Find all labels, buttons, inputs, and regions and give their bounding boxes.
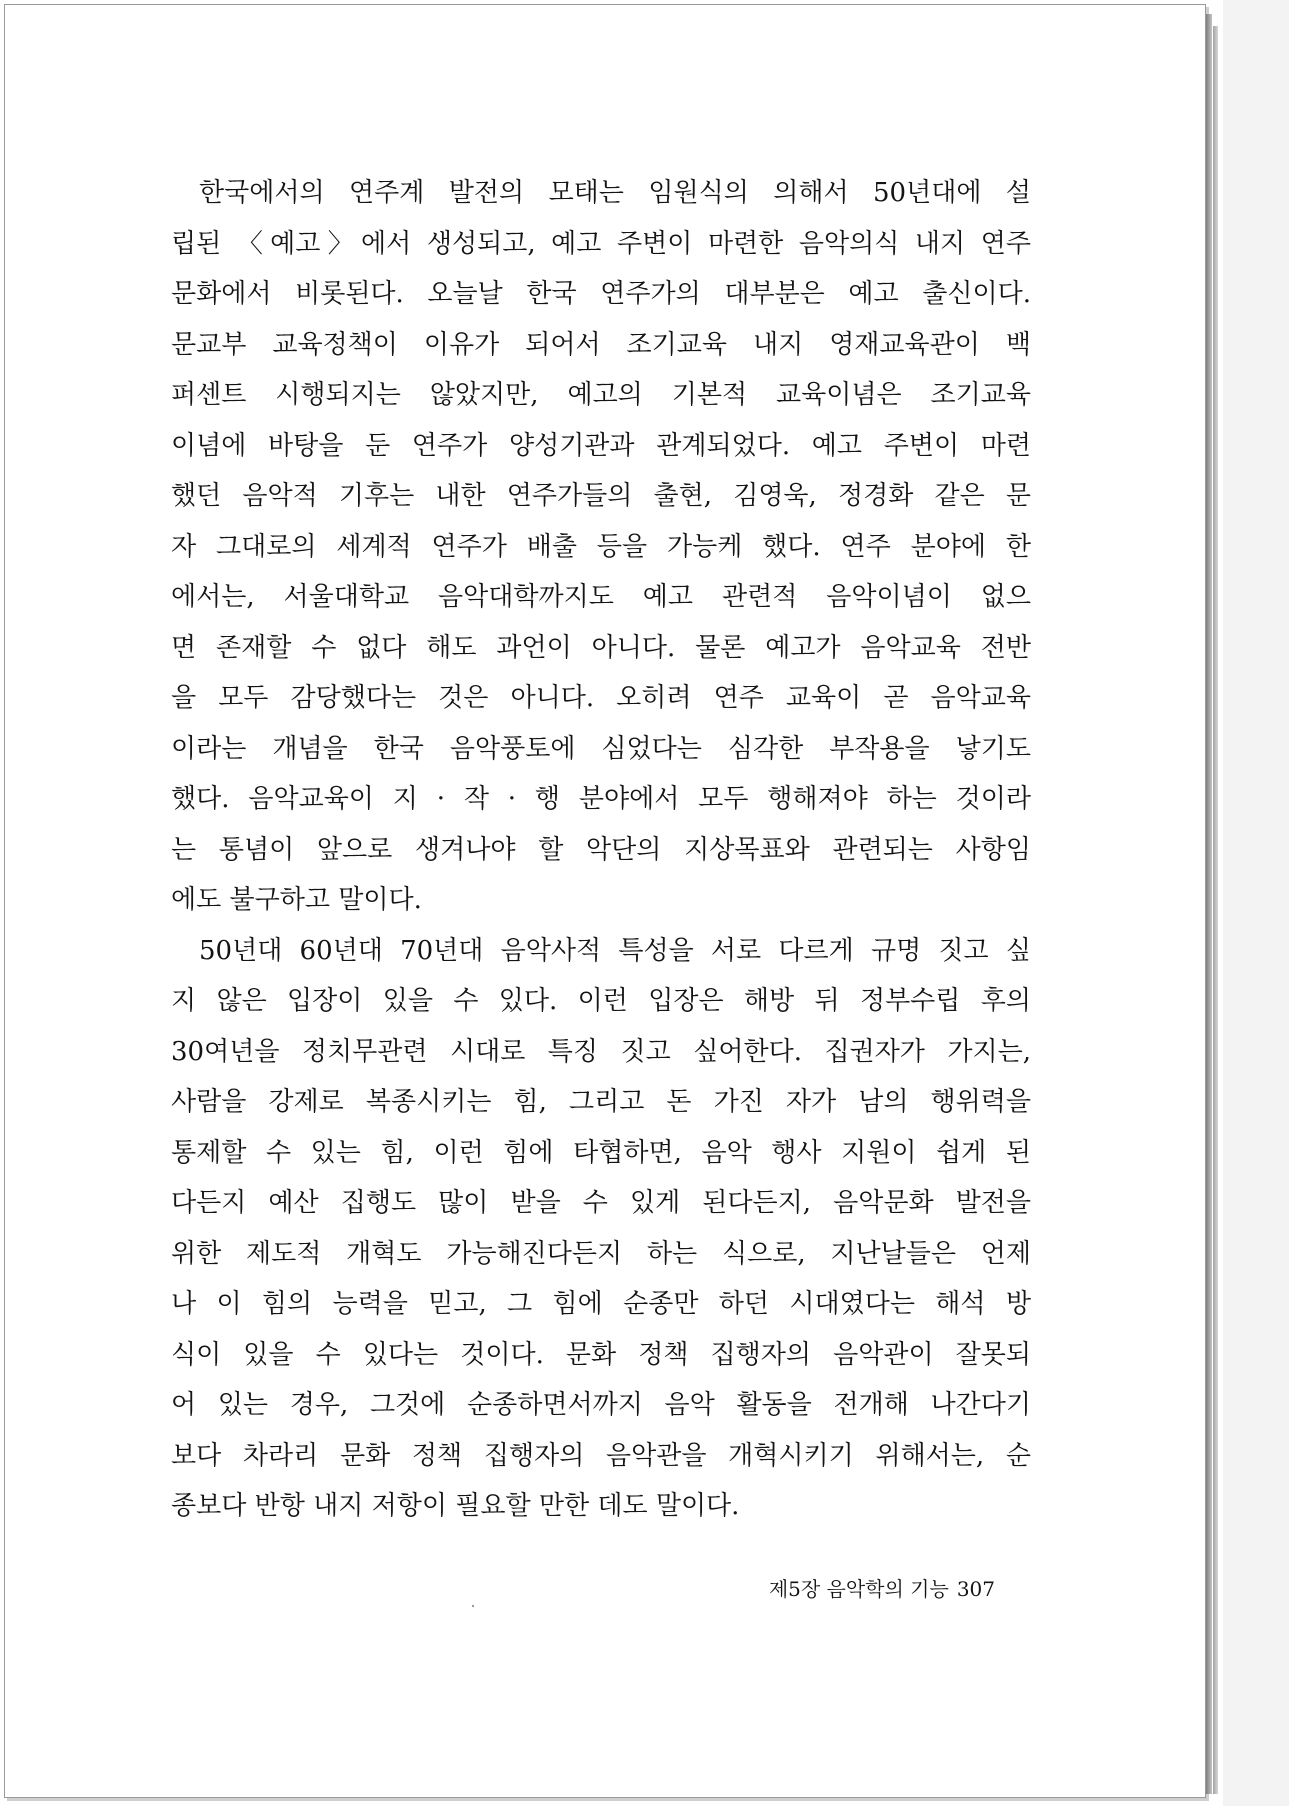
- text-line: 문교부 교육정책이 이유가 되어서 조기교육 내지 영재교육관이 백: [171, 329, 1031, 360]
- text-line: 다든지 예산 집행도 많이 받을 수 있게 된다든지, 음악문화 발전을: [171, 1188, 1031, 1218]
- chapter-title: 제5장 음악학의 기능: [768, 1577, 949, 1601]
- text-line: 어 있는 경우, 그것에 순종하면서까지 음악 활동을 전개해 나간다기: [171, 1390, 1031, 1420]
- text-line: 문화에서 비롯된다. 오늘날 한국 연주가의 대부분은 예고 출신이다.: [171, 279, 1031, 309]
- text-line: 사람을 강제로 복종시키는 힘, 그리고 돈 가진 자가 남의 행위력을: [171, 1087, 1031, 1117]
- page-body: [171, 168, 1031, 1532]
- text-line: 나 이 힘의 능력을 믿고, 그 힘에 순종만 하던 시대였다는 해석 방: [171, 1289, 1031, 1319]
- page-stack-edge: [1206, 14, 1212, 1794]
- paragraph: [171, 926, 1031, 1532]
- text-line: 통제할 수 있는 힘, 이런 힘에 타협하면, 음악 행사 지원이 쉽게 된: [171, 1137, 1031, 1168]
- text-line: 식이 있을 수 있다는 것이다. 문화 정책 집행자의 음악관이 잘못되: [171, 1339, 1031, 1370]
- text-line: 립된 〈예고〉에서 생성되고, 예고 주변이 마련한 음악의식 내지 연주: [171, 228, 1031, 259]
- text-line: 종보다 반항 내지 저항이 필요할 만한 데도 말이다.: [171, 1491, 740, 1521]
- text-line: 위한 제도적 개혁도 가능해진다든지 하는 식으로, 지난날들은 언제: [171, 1238, 1031, 1269]
- text-line: 이념에 바탕을 둔 연주가 양성기관과 관계되었다. 예고 주변이 마련: [171, 430, 1031, 461]
- text-line: 면 존재할 수 없다 해도 과언이 아니다. 물론 예고가 음악교육 전반: [171, 632, 1031, 663]
- text-line: 을 모두 감당했다는 것은 아니다. 오히려 연주 교육이 곧 음악교육: [171, 683, 1031, 713]
- text-line: 이라는 개념을 한국 음악풍토에 심었다는 심각한 부작용을 낳기도: [171, 733, 1031, 764]
- text-line: 퍼센트 시행되지는 않았지만, 예고의 기본적 교육이념은 조기교육: [171, 380, 1031, 410]
- text-line: 자 그대로의 세계적 연주가 배출 등을 가능케 했다. 연주 분야에 한: [171, 531, 1031, 562]
- text-line: 에도 불구하고 말이다.: [171, 885, 422, 915]
- text-line: 보다 차라리 문화 정책 집행자의 음악관을 개혁시키기 위해서는, 순: [171, 1440, 1031, 1471]
- page-stack-edge: [1213, 26, 1218, 1794]
- text-line: 했던 음악적 기후는 내한 연주가들의 출현, 김영욱, 정경화 같은 문: [171, 481, 1031, 511]
- viewer-gutter: [1223, 0, 1289, 1806]
- text-line: 했다. 음악교육이 지 · 작 · 행 분야에서 모두 행해져야 하는 것이라: [171, 784, 1031, 814]
- text-line: 지 않은 입장이 있을 수 있다. 이런 입장은 해방 뒤 정부수립 후의: [171, 986, 1031, 1016]
- text-line: 한국에서의 연주계 발전의 모태는 임원식의 의해서 50년대에 설: [199, 178, 1031, 208]
- page-number: 307: [956, 1577, 995, 1601]
- text-line: 30여년을 정치무관련 시대로 특징 짓고 싶어한다. 집권자가 가지는,: [171, 1036, 1031, 1067]
- running-footer: [735, 1574, 995, 1604]
- paragraph: [171, 168, 1031, 926]
- scan-speck: [472, 1605, 474, 1607]
- text-line: 에서는, 서울대학교 음악대학까지도 예고 관련적 음악이념이 없으: [171, 582, 1031, 612]
- text-line: 50년대 60년대 70년대 음악사적 특성을 서로 다르게 규명 짓고 싶: [199, 935, 1031, 966]
- text-line: 는 통념이 앞으로 생겨나야 할 악단의 지상목표와 관련되는 사항임: [171, 834, 1031, 865]
